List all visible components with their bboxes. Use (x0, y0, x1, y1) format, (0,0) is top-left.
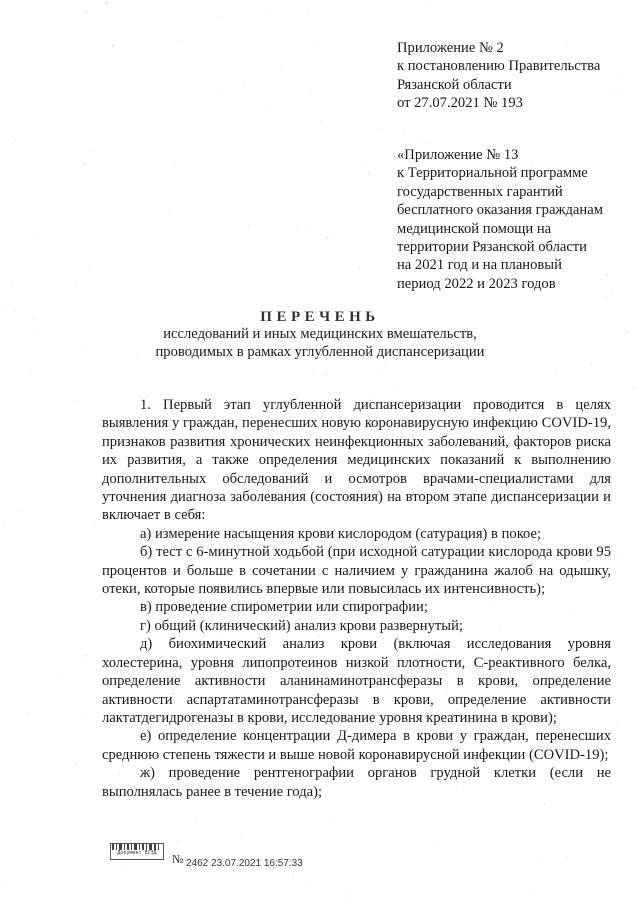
scan-speck (433, 841, 434, 842)
scan-speck (628, 418, 629, 419)
scan-speck (312, 370, 313, 371)
scan-speck (36, 232, 37, 233)
body-paragraph: д) биохимический анализ крови (включая исследования уровня холестерина, уровня липопротеинов низкой плотности, С-реактивного белка, определение активности аланинаминотрансферазы в крови, определение активности аспартатаминотрансферазы в крови, определение активности лактатдегидрогеназы в крови, исследование уровня креатинина в крови); (102, 636, 611, 726)
scan-speck (421, 139, 422, 140)
scan-speck (634, 386, 636, 388)
scan-speck (85, 655, 86, 656)
scan-speck (615, 551, 616, 552)
scan-speck (369, 173, 370, 174)
registration-number: 2462 23.07.2021 16:57:33 (186, 858, 303, 869)
scan-speck (112, 45, 114, 47)
body-paragraph: б) тест с 6-минутной ходьбой (при исходной сатурации кислорода крови 95 процентов и больше в сочетании с наличием у гражданина жалоб на одышку, отеки, которые появились впервые или повысилась их интенсивность); (102, 544, 611, 598)
scan-speck (333, 202, 334, 203)
scan-speck (350, 299, 351, 300)
scan-speck (195, 821, 196, 822)
appendix-line: период 2022 и 2023 годов (397, 275, 556, 292)
scan-speck (95, 151, 96, 152)
scan-speck (297, 227, 298, 228)
scan-speck (222, 16, 223, 17)
document-subtitle-line2: проводимых в рамках углубленной диспансеризации (155, 344, 485, 360)
scan-speck (619, 808, 620, 809)
scan-speck (275, 60, 276, 61)
scan-speck (396, 129, 397, 130)
scan-speck (381, 129, 382, 130)
scan-speck (48, 99, 49, 100)
scan-speck (343, 252, 344, 253)
scan-speck (217, 94, 218, 95)
scan-speck (308, 8, 309, 9)
scan-speck (168, 214, 169, 215)
scan-speck (65, 410, 66, 411)
scan-speck (119, 275, 120, 276)
scan-speck (268, 104, 269, 105)
registration-stamp (110, 843, 164, 860)
scan-speck (61, 191, 62, 192)
scan-speck (338, 853, 339, 854)
scan-speck (293, 208, 294, 209)
scan-speck (622, 74, 623, 75)
scan-speck (248, 225, 249, 226)
scan-speck (12, 307, 13, 308)
scan-speck (77, 401, 79, 403)
scan-speck (293, 874, 294, 875)
scan-speck (411, 850, 412, 851)
scan-speck (359, 267, 360, 268)
scan-speck (79, 717, 81, 719)
scan-speck (76, 764, 77, 765)
scan-speck (425, 2, 426, 3)
scan-speck (12, 280, 13, 281)
scan-speck (18, 510, 19, 511)
scan-speck (611, 294, 612, 295)
document-body (102, 396, 611, 801)
scan-speck (72, 297, 73, 298)
header-line: к постановлению Правительства (397, 58, 601, 75)
scan-speck (310, 226, 311, 227)
scan-speck (513, 373, 514, 374)
scan-speck (348, 895, 349, 896)
scan-speck (606, 298, 607, 299)
scan-speck (106, 2, 107, 3)
header-line: Приложение № 2 (397, 40, 504, 56)
scan-speck (30, 372, 31, 373)
header-line: от 27.07.2021 № 193 (397, 95, 523, 112)
scan-speck (328, 818, 330, 820)
scan-speck (327, 237, 328, 238)
scan-speck (58, 671, 59, 672)
scan-speck (377, 371, 378, 372)
appendix-line: государственных гарантий (397, 183, 563, 200)
scan-speck (530, 890, 531, 891)
scan-speck (27, 712, 29, 714)
scan-speck (52, 130, 53, 131)
program-appendix-block (397, 146, 603, 293)
scan-speck (316, 47, 317, 48)
scan-speck (174, 162, 175, 163)
scan-speck (428, 2, 429, 3)
scan-speck (320, 120, 322, 122)
body-paragraph: е) определение концентрации Д-димера в крови у граждан, перенесших среднюю степень тяжести и выше новой коронавирусной инфекции (COVID-19); (102, 728, 611, 763)
scan-speck (89, 268, 90, 269)
scan-speck (591, 364, 592, 365)
scan-speck (608, 1, 609, 2)
scan-speck (3, 522, 4, 523)
scan-speck (306, 375, 307, 376)
scan-speck (49, 797, 50, 798)
number-sign: № (172, 852, 184, 866)
document-subtitle-line1: исследований и иных медицинских вмешательств, (163, 326, 477, 342)
scan-speck (15, 139, 16, 140)
header-line: Рязанской области (397, 76, 512, 93)
scan-speck (555, 374, 556, 375)
scan-speck (338, 381, 339, 382)
scan-speck (451, 13, 452, 14)
scan-speck (0, 440, 1, 441)
scan-speck (120, 871, 121, 872)
scan-speck (506, 123, 507, 124)
scan-speck (76, 281, 77, 282)
scan-speck (354, 21, 355, 22)
scan-speck (275, 833, 276, 834)
scan-speck (75, 171, 76, 172)
scan-speck (626, 4, 627, 5)
scan-speck (176, 841, 177, 842)
scan-speck (267, 10, 268, 11)
scan-speck (93, 525, 94, 526)
scan-speck (68, 449, 69, 450)
scan-speck (85, 11, 86, 12)
scan-speck (404, 132, 406, 134)
scan-speck (211, 25, 212, 26)
scan-speck (81, 659, 82, 660)
scan-speck (305, 886, 307, 888)
scan-speck (393, 390, 394, 391)
scan-speck (294, 839, 295, 840)
scan-speck (623, 160, 624, 161)
scan-speck (430, 142, 431, 143)
appendix-line: территории Рязанской области (397, 239, 587, 256)
scan-speck (418, 7, 419, 8)
scan-speck (187, 112, 188, 113)
scan-speck (84, 163, 85, 164)
scan-speck (563, 117, 564, 118)
appendix-line: к Территориальной программе (397, 165, 588, 182)
scan-speck (543, 28, 544, 29)
scan-speck (241, 834, 242, 835)
scan-speck (8, 222, 9, 223)
scan-speck (254, 257, 255, 258)
scan-speck (296, 141, 297, 142)
scan-speck (567, 857, 568, 858)
scan-speck (607, 274, 608, 275)
body-paragraph: 1. Первый этап углубленной диспансеризации проводится в целях выявления у граждан, перенесших новую коронавирусную инфекцию COVID-19, признаков развития хронических неинфекционных заболеваний, факторов риска их развития, а также определения медицинских показаний к выполнению дополнительных обследований и осмотров врачами-специалистами для уточнения диагноза заболевания (состояния) на втором этапе диспансеризации и включает в себя: (102, 397, 611, 524)
scan-speck (2, 885, 3, 886)
scan-speck (173, 869, 174, 870)
appendix-line: бесплатного оказания гражданам (397, 202, 603, 219)
scan-speck (170, 865, 171, 866)
scan-speck (537, 863, 538, 864)
scan-speck (617, 722, 619, 724)
scan-speck (230, 226, 231, 227)
scan-speck (625, 890, 626, 891)
scan-speck (108, 891, 109, 892)
body-paragraph: ж) проведение рентгенографии органов грудной клетки (если не выполнялась ранее в течение года); (102, 765, 611, 800)
appendix-header (397, 39, 600, 113)
body-paragraph: в) проведение спирометрии или спирографии; (140, 599, 428, 616)
appendix-line: медицинской помощи на (397, 220, 552, 237)
scan-speck (188, 903, 189, 904)
scan-speck (243, 81, 244, 82)
scan-speck (45, 146, 46, 147)
scan-speck (108, 33, 109, 34)
scan-speck (326, 374, 327, 375)
scan-speck (622, 258, 623, 259)
scan-speck (259, 202, 260, 203)
stamp-text: Документ ЕСЭД (117, 850, 157, 856)
scan-speck (615, 94, 616, 95)
scan-speck (86, 202, 87, 203)
appendix-line: «Приложение № 13 (397, 147, 519, 163)
scan-speck (544, 804, 545, 805)
scan-speck (189, 186, 190, 187)
scan-speck (178, 41, 179, 42)
scan-speck (150, 222, 151, 223)
scan-speck (506, 22, 507, 23)
scan-speck (309, 94, 310, 95)
scan-speck (362, 165, 363, 166)
scan-speck (87, 233, 88, 234)
body-paragraph: г) общий (клинический) анализ крови развернутый; (140, 617, 463, 634)
scan-speck (45, 200, 46, 201)
scan-speck (99, 541, 100, 542)
body-paragraph: а) измерение насыщения крови кислородом (сатурация) в покое; (140, 525, 542, 542)
scan-speck (614, 465, 615, 466)
scan-speck (254, 245, 255, 246)
scan-speck (619, 558, 620, 559)
scan-speck (469, 843, 470, 844)
scan-speck (385, 363, 386, 364)
appendix-line: на 2021 год и на плановый (397, 257, 562, 274)
scan-speck (281, 68, 283, 70)
document-title: ПЕРЕЧЕНЬ (260, 309, 380, 325)
